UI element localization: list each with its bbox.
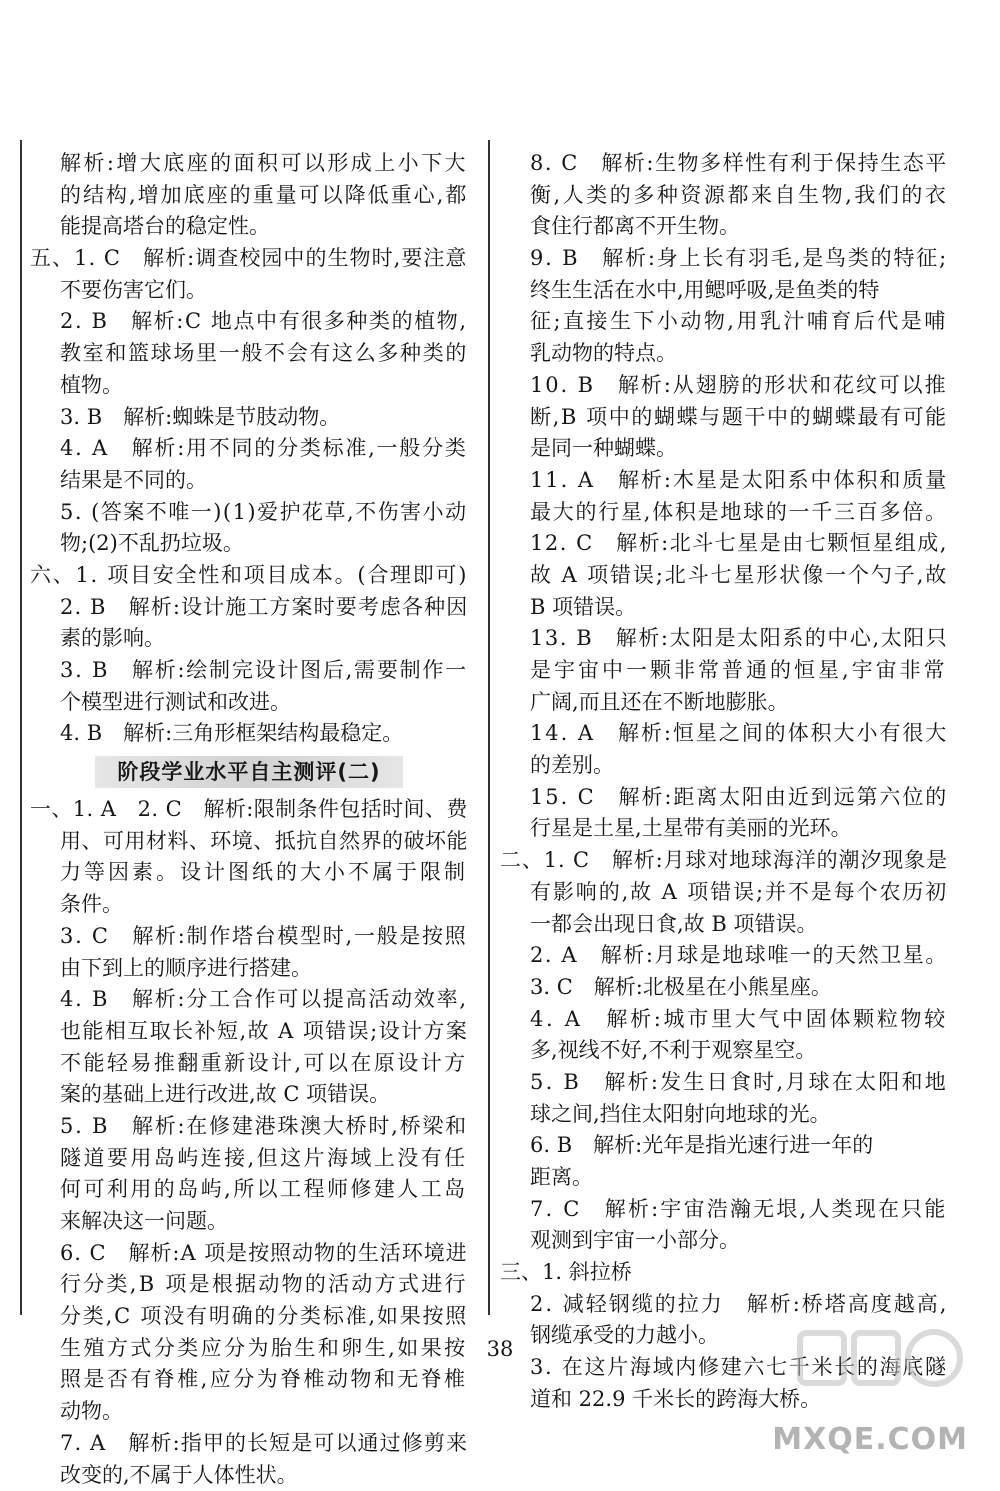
text-line-content: 最大的行星,体积是地球的一千三百多倍。 (530, 497, 948, 529)
text-line-content: 观测到宇宙一小部分。 (530, 1225, 740, 1257)
text-line (500, 1099, 948, 1131)
text-line-content: 条件。 (60, 889, 123, 921)
text-line (30, 1206, 468, 1238)
text-line (30, 497, 468, 529)
left-column (30, 148, 468, 1491)
text-line-content: 3. B 解析:蜘蛛是节肢动物。 (60, 402, 340, 434)
left-column-part-1 (30, 148, 468, 750)
text-line (500, 655, 948, 687)
text-line (30, 826, 468, 858)
text-line (30, 1143, 468, 1175)
text-line (30, 857, 468, 889)
text-line (30, 148, 468, 180)
text-line-content: 的结构,增加底座的重量可以降低重心,都 (60, 180, 468, 212)
text-line-content: 也能相互取长补短,故 A 项错误;设计方案 (60, 1016, 468, 1048)
text-line-content: 的差别。 (530, 750, 614, 782)
text-line (30, 1174, 468, 1206)
text-line-content: 由下到上的顺序进行搭建。 (60, 953, 312, 985)
text-line (500, 528, 948, 560)
text-line-content: 2. 减轻钢缆的拉力 解析:桥塔高度越高, (530, 1289, 948, 1321)
text-line-content: 能提高塔台的稳定性。 (60, 211, 270, 243)
text-line-content: 来解决这一问题。 (60, 1206, 228, 1238)
text-line (30, 370, 468, 402)
text-line-content: 动物。 (60, 1396, 123, 1428)
text-line (500, 306, 948, 338)
text-line-content: 6. B 解析:光年是指光速行进一年的 (530, 1130, 873, 1162)
left-column-part-2 (30, 794, 468, 1491)
text-line (30, 1428, 468, 1460)
text-line (30, 528, 468, 560)
text-line-content: 照是否有脊椎,应分为脊椎动物和无脊椎 (60, 1364, 468, 1396)
text-line-content: 14. A 解析:恒星之间的体积大小有很大 (530, 718, 948, 750)
text-line-content: 征;直接生下小动物,用乳汁哺育后代是哺 (530, 306, 948, 338)
text-line (30, 1396, 468, 1428)
text-line (500, 782, 948, 814)
text-line (30, 921, 468, 953)
text-line-content: 10. B 解析:从翅膀的形状和花纹可以推 (530, 370, 947, 402)
text-line (30, 433, 468, 465)
text-line-content: 球之间,挡住太阳射向地球的光。 (530, 1099, 831, 1131)
text-line (30, 1048, 468, 1080)
text-line (30, 338, 468, 370)
text-line (30, 465, 468, 497)
text-line-content: 衡,人类的多种资源都来自生物,我们的衣 (530, 180, 948, 212)
text-line-content: 13. B 解析:太阳是太阳系的中心,太阳只 (530, 623, 948, 655)
text-line-content: 一都会出现日食,故 B 项错误。 (530, 909, 817, 941)
text-line-content: 4. A 解析:用不同的分类标准,一般分类 (60, 433, 468, 465)
text-line-content: 钢缆承受的力越小。 (530, 1320, 719, 1352)
text-line-content: 植物。 (60, 370, 123, 402)
text-line (500, 1035, 948, 1067)
text-line (500, 845, 948, 877)
text-line (500, 1162, 948, 1194)
text-line-content: 2. B 解析:C 地点中有很多种类的植物, (60, 306, 468, 338)
text-line (30, 211, 468, 243)
text-line (500, 1130, 948, 1162)
text-line (30, 687, 468, 719)
text-line (30, 889, 468, 921)
text-line-content: 道和 22.9 千米长的跨海大桥。 (530, 1384, 821, 1416)
text-line-content: 3. 在这片海域内修建六七千米长的海底隧 (530, 1352, 948, 1384)
text-line (500, 433, 948, 465)
text-line-content: 个模型进行测试和改进。 (60, 687, 291, 719)
text-line-content: 11. A 解析:木星是太阳系中体积和质量 (530, 465, 948, 497)
text-line (30, 1238, 468, 1270)
text-line (30, 1016, 468, 1048)
text-line-content: 结果是不同的。 (60, 465, 207, 497)
text-line-content: 3. C 解析:北极星在小熊星座。 (530, 972, 832, 1004)
text-line-content: 分类,C 项没有明确的分类标准,如果按照 (60, 1301, 468, 1333)
text-line (30, 623, 468, 655)
text-line-content: 6. C 解析:A 项是按照动物的生活环境进 (60, 1238, 468, 1270)
text-line (500, 560, 948, 592)
text-line (30, 1111, 468, 1143)
text-line-content: 多,视线不好,不利于观察星空。 (530, 1035, 816, 1067)
text-line (500, 211, 948, 243)
text-line (500, 592, 948, 624)
text-line-content: 15. C 解析:距离太阳由近到远第六位的 (530, 782, 948, 814)
text-line (30, 1460, 468, 1491)
text-line-content: 广阔,而且还在不断地膨胀。 (530, 687, 789, 719)
text-line (500, 1289, 948, 1321)
text-line (30, 1364, 468, 1396)
text-line-content: 是宇宙中一颗非常普通的恒星,宇宙非常 (530, 655, 948, 687)
text-line (30, 794, 468, 826)
text-line (30, 402, 468, 434)
text-line (500, 1225, 948, 1257)
text-line-content: 隧道要用岛屿连接,但这片海域上没有任 (60, 1143, 468, 1175)
text-line (30, 718, 468, 750)
text-line (500, 750, 948, 782)
text-line-content: 距离。 (530, 1162, 593, 1194)
text-line (30, 1301, 468, 1333)
text-line (500, 877, 948, 909)
text-line-content: 素的影响。 (60, 623, 165, 655)
text-line-content: 断,B 项中的蝴蝶与题干中的蝴蝶最有可能 (530, 402, 948, 434)
text-line-content: 行分类,B 项是根据动物的活动方式进行 (60, 1269, 468, 1301)
text-line-content: 六、1. 项目安全性和项目成本。(合理即可) (30, 560, 468, 592)
text-line (30, 180, 468, 212)
text-line-content: 何可利用的岛屿,所以工程师修建人工岛 (60, 1174, 468, 1206)
text-line-content: 二、1. C 解析:月球对地球海洋的潮汐现象是 (500, 845, 948, 877)
text-line (500, 813, 948, 845)
text-line (30, 306, 468, 338)
text-line (30, 243, 468, 275)
text-line (500, 1067, 948, 1099)
text-line-content: 食住行都离不开生物。 (530, 211, 740, 243)
text-line-content: 不能轻易推翻重新设计,可以在原设计方 (60, 1048, 468, 1080)
text-line-content: 故 A 项错误;北斗七星形状像一个勺子,故 (530, 560, 948, 592)
text-line (500, 243, 948, 275)
text-line (500, 718, 948, 750)
text-line-content: 7. C 解析:宇宙浩瀚无垠,人类现在只能 (530, 1194, 948, 1226)
section-heading (30, 752, 468, 792)
text-line (30, 275, 468, 307)
text-line (500, 623, 948, 655)
text-line-content: 不要伤害它们。 (60, 275, 207, 307)
text-line (30, 592, 468, 624)
text-line (500, 687, 948, 719)
text-line-content: 9. B 解析:身上长有羽毛,是鸟类的特征; (530, 243, 948, 275)
text-line (500, 1257, 948, 1289)
text-line (500, 370, 948, 402)
watermark-text: MXQE.COM (772, 1422, 968, 1457)
text-line-content: 8. C 解析:生物多样性有利于保持生态平 (530, 148, 948, 180)
text-line-content: 教室和篮球场里一般不会有这么多种类的 (60, 338, 468, 370)
text-line (500, 497, 948, 529)
text-line-content: 5. B 解析:在修建港珠澳大桥时,桥梁和 (60, 1111, 468, 1143)
text-line-content: 解析:增大底座的面积可以形成上小下大 (60, 148, 468, 180)
right-column (500, 148, 948, 1416)
text-line (500, 338, 948, 370)
text-line-content: 3. B 解析:绘制完设计图后,需要制作一 (60, 655, 468, 687)
text-line (500, 465, 948, 497)
text-line-content: 五、1. C 解析:调查校园中的生物时,要注意 (30, 243, 467, 275)
text-line-content: 4. A 解析:城市里大气中固体颗粒物较 (530, 1004, 948, 1036)
text-line-content: 2. A 解析:月球是地球唯一的天然卫星。 (530, 940, 948, 972)
text-line (30, 1079, 468, 1111)
text-line (500, 972, 948, 1004)
text-line-content: 三、1. 斜拉桥 (500, 1257, 632, 1289)
text-line (30, 1269, 468, 1301)
text-line-content: 案的基础上进行改进,故 C 项错误。 (60, 1079, 390, 1111)
text-line (30, 953, 468, 985)
text-line-content: 5. B 解析:发生日食时,月球在太阳和地 (530, 1067, 948, 1099)
text-line (500, 1004, 948, 1036)
text-line (500, 402, 948, 434)
text-line (30, 560, 468, 592)
text-line-content: 生殖方式分类应分为胎生和卵生,如果按 (60, 1333, 468, 1365)
text-line-content: 一、1. A 2. C 解析:限制条件包括时间、费 (30, 794, 468, 826)
text-line (500, 909, 948, 941)
text-line (500, 1194, 948, 1226)
text-line (500, 148, 948, 180)
text-line (30, 655, 468, 687)
page-number: 38 (0, 1337, 1000, 1361)
column-divider (488, 140, 490, 1315)
text-line-content: 是同一种蝴蝶。 (530, 433, 677, 465)
text-line-content: 力等因素。设计图纸的大小不属于限制 (60, 857, 468, 889)
text-line-content: 7. A 解析:指甲的长短是可以通过修剪来 (60, 1428, 468, 1460)
text-line (500, 275, 948, 307)
text-line-content: 用、可用材料、环境、抵抗自然界的破坏能 (60, 826, 468, 858)
section-title: 阶段学业水平自主测评(二) (95, 756, 402, 788)
text-line (30, 984, 468, 1016)
text-line-content: 4. B 解析:分工合作可以提高活动效率, (60, 984, 468, 1016)
text-line-content: 有影响的,故 A 项错误;并不是每个农历初 (530, 877, 948, 909)
text-line-content: 终生生活在水中,用鳃呼吸,是鱼类的特 (530, 275, 879, 307)
text-line-content: 3. C 解析:制作塔台模型时,一般是按照 (60, 921, 467, 953)
text-line-content: 5. (答案不唯一)(1)爱护花草,不伤害小动 (60, 497, 468, 529)
text-line-content: 行星是土星,土星带有美丽的光环。 (530, 813, 852, 845)
text-line-content: 4. B 解析:三角形框架结构最稳定。 (60, 718, 403, 750)
text-line-content: 乳动物的特点。 (530, 338, 677, 370)
text-line-content: 改变的,不属于人体性状。 (60, 1460, 298, 1491)
text-line-content: 12. C 解析:北斗七星是由七颗恒星组成, (530, 528, 948, 560)
left-margin-rule (20, 140, 22, 1315)
text-line (500, 180, 948, 212)
text-line-content: B 项错误。 (530, 592, 636, 624)
text-line-content: 物;(2)不乱扔垃圾。 (60, 528, 244, 560)
text-line-content: 2. B 解析:设计施工方案时要考虑各种因 (60, 592, 468, 624)
text-line (500, 940, 948, 972)
